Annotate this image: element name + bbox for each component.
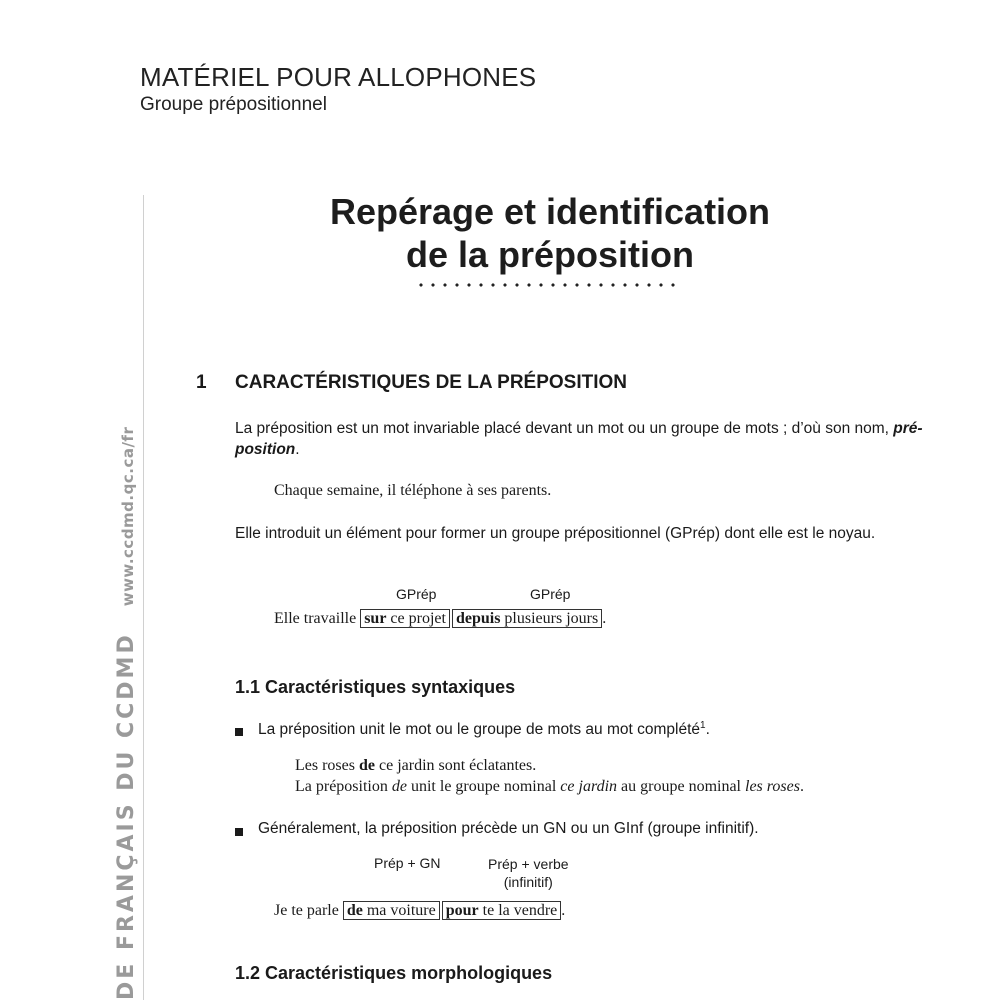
gprep-box (343, 901, 440, 920)
term: ce jardin (560, 778, 618, 795)
text: . (799, 778, 804, 795)
footnote-ref: 1 (700, 720, 706, 731)
gprep-rest: ma voiture (362, 902, 436, 919)
term: les roses (745, 778, 800, 795)
example-gprep (274, 610, 606, 628)
text: au groupe nominal (617, 778, 745, 795)
structure-label-line: (infinitif) (503, 874, 553, 890)
page-title-line1: Repérage et identification (329, 191, 771, 232)
structure-label: Prép + GN (374, 855, 441, 871)
gprep-box (452, 609, 602, 628)
example-explanation (295, 778, 804, 796)
title-dotted-rule (415, 283, 683, 287)
gprep-rest: ce projet (386, 610, 446, 627)
bullet-text (258, 720, 710, 739)
example-end: . (561, 902, 566, 919)
text: Les roses (295, 757, 359, 774)
preposition: de (346, 902, 363, 919)
structure-label (488, 855, 569, 891)
example-sentence (295, 757, 536, 775)
subsection-title: 1.1 Caractéristiques syntaxiques (235, 677, 516, 697)
sidebar-brand (114, 427, 139, 1000)
bullet-text-end: . (705, 721, 710, 739)
text: ce jardin sont éclatantes. (374, 757, 537, 774)
gprep-label: GPrép (530, 586, 571, 602)
subsection-title: 1.2 Caractéristiques morphologiques (235, 963, 553, 983)
gprep-box (360, 609, 450, 628)
sidebar-url: www.ccdmd.qc.ca/fr (119, 426, 137, 607)
paragraph-end: . (295, 441, 300, 458)
section-number: 1 (196, 372, 207, 393)
gprep-label: GPrép (396, 586, 437, 602)
example-end: . (602, 610, 607, 627)
section-title: CARACTÉRISTIQUES DE LA PRÉPOSITION (235, 372, 627, 393)
emphasis-term: pré-position (235, 420, 923, 458)
preposition: depuis (455, 610, 501, 627)
preposition: sur (364, 610, 387, 627)
gprep-rest: plusieurs jours (500, 610, 599, 627)
page-title-line2: de la préposition (405, 234, 695, 275)
text: La préposition (295, 778, 392, 795)
bullet-square (235, 728, 243, 736)
bullet-text-main: La préposition unit le mot ou le groupe de mots au mot complété (258, 721, 701, 739)
example-sentence: Chaque semaine, il téléphone à ses parents. (274, 482, 552, 499)
page-title (300, 190, 800, 276)
paragraph-text: La préposition est un mot invariable placé devant un mot ou un groupe de mots ; d’où son nom, (235, 420, 894, 437)
example-gprep (274, 902, 565, 920)
document-header-title: MATÉRIEL POUR ALLOPHONES (140, 62, 537, 92)
document-header-subtitle: Groupe prépositionnel (140, 94, 327, 115)
structure-label-line: Prép + verbe (488, 856, 569, 872)
text: unit le groupe nominal (406, 778, 561, 795)
paragraph-gprep: Elle introduit un élément pour former un groupe prépositionnel (GPrép) dont elle est le noyau. (235, 525, 876, 542)
example-prefix: Je te parle (274, 902, 339, 919)
margin-rule (143, 195, 144, 1000)
bullet-square (235, 828, 243, 836)
gprep-box (442, 901, 562, 920)
gprep-rest: te la vendre (478, 902, 558, 919)
sidebar-brand-name: DE FRANÇAIS DU CCDMD (114, 632, 139, 1000)
example-prefix: Elle travaille (274, 610, 357, 627)
paragraph-definition (235, 418, 935, 460)
bullet-text: Généralement, la préposition précède un GN ou un GInf (groupe infinitif). (258, 820, 759, 837)
preposition: pour (445, 902, 479, 919)
preposition: de (358, 757, 375, 774)
term: de (391, 778, 407, 795)
